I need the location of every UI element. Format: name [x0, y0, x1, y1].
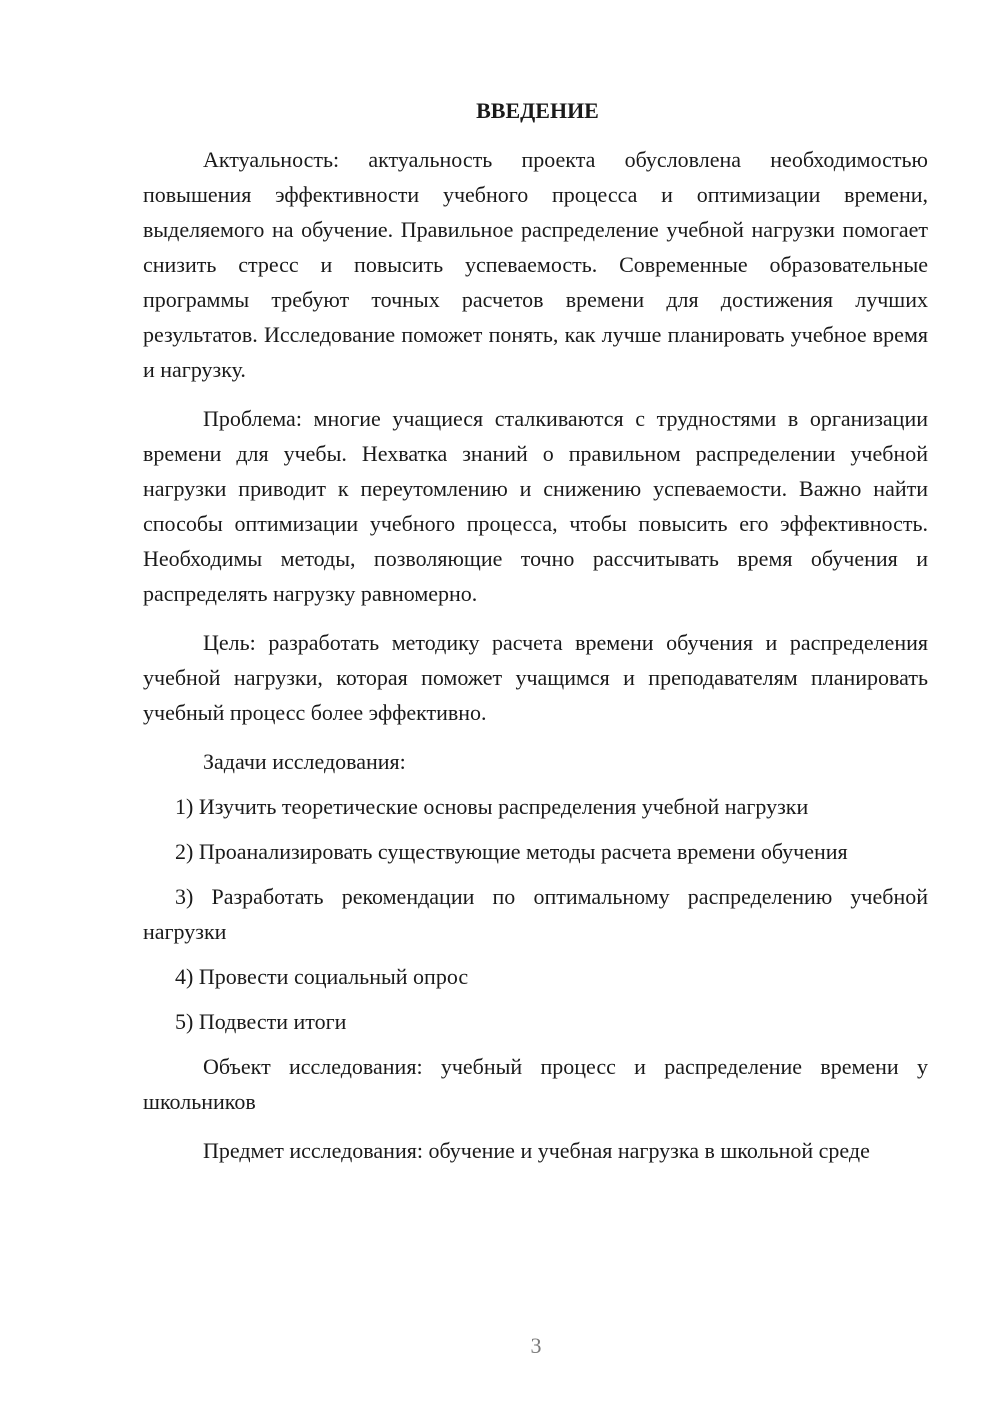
task-item: 2) Проанализировать существующие методы расчета времени обучения — [175, 839, 848, 864]
tasks-label: Задачи исследования: — [203, 749, 406, 774]
task-item: 1) Изучить теоретические основы распределения учебной нагрузки — [175, 794, 809, 819]
tasks-list — [143, 789, 928, 1039]
object-paragraph: Объект исследования: учебный процесс и распределение времени у школьников — [143, 1054, 928, 1114]
task-item: 3) Разработать рекомендации по оптимальному распределению учебной нагрузки — [143, 884, 928, 944]
problem-paragraph: Проблема: многие учащиеся сталкиваются с трудностями в организации времени для учебы. Нехватка знаний о правильном распределении учебной нагрузки приводит к переутомлению и снижению успеваемости. Важно найти способы оптимизации учебного процесса, чтобы повысить его эффективность. Необходимы методы, позволяющие точно рассчитывать время обучения и распределять нагрузку равномерно. — [143, 406, 928, 606]
subject-paragraph: Предмет исследования: обучение и учебная нагрузка в школьной среде — [203, 1138, 870, 1163]
document-page — [143, 96, 928, 1182]
page-number: 3 — [530, 1333, 542, 1358]
goal-paragraph: Цель: разработать методику расчета времени обучения и распределения учебной нагрузки, которая поможет учащимся и преподавателям планировать учебный процесс более эффективно. — [143, 630, 928, 725]
task-item: 4) Провести социальный опрос — [175, 964, 469, 989]
relevance-paragraph: Актуальность: актуальность проекта обусловлена необходимостью повышения эффективности учебного процесса и оптимизации времени, выделяемого на обучение. Правильное распределение учебной нагрузки помогает снизить стресс и повысить успеваемость. Современные образовательные программы требуют точных расчетов времени для достижения лучших результатов. Исследование поможет понять, как лучше планировать учебное время и нагрузку. — [143, 147, 928, 382]
section-heading: ВВЕДЕНИЕ — [476, 98, 599, 123]
task-item: 5) Подвести итоги — [175, 1009, 347, 1034]
